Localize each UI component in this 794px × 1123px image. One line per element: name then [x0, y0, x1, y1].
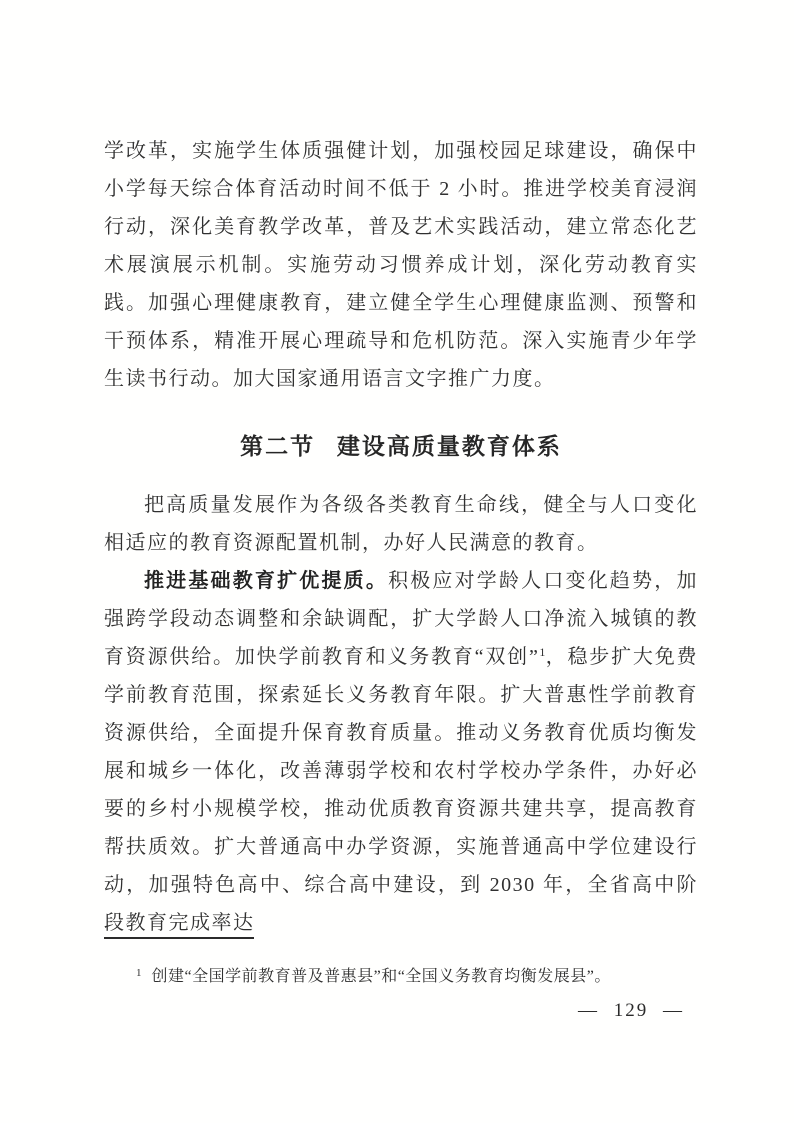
document-body — [104, 132, 698, 942]
section-heading-title: 建设高质量教育体系 — [336, 434, 562, 459]
text-segment: ，稳步扩大免费学前教育范围，探索延长义务教育年限。扩大普惠性学前教育资源供给，全面提升保育教育质量。推动义务教育优质均衡发展和城乡一体化，改善薄弱学校和农村学校办学条件，办好必要的乡村小规模学校，推动优质教育资源共建共享，提高教育帮扶质效。扩大普通高中办学资源，实施普通高中学位建设行动，加强特色高中、综合高中建设，到 2030 年，全省高中阶段教育完成率达 — [104, 646, 698, 934]
paragraph-basic-education — [104, 562, 698, 942]
section-heading-number: 第二节 — [240, 434, 316, 459]
bold-lead-text: 推进基础教育扩优提质。 — [144, 570, 389, 592]
page-number: — 129 — — [578, 1000, 684, 1021]
footnote-separator-rule — [104, 937, 254, 939]
section-heading — [104, 428, 698, 466]
text-segment: 学改革，实施学生体质强健计划，加强校园足球建设，确保中小学每天综合体育活动时间不低于 2 小时。推进学校美育浸润行动，深化美育教学改革，普及艺术实践活动，建立常态化艺术展演展示机制。实施劳动习惯养成计划，深化劳动教育实践。加强心理健康教育，建立健全学生心理健康监测、预警和干预体系，精准开展心理疏导和危机防范。深入实施青少年学生读书行动。加大国家通用语言文字推广力度。 — [104, 140, 698, 390]
text-segment: 积极应对学龄人口变化趋势，加强跨学段动态调整和余缺调配，扩大学龄人口净流入城镇的教育资源供给。加快学前教育和义务教育“双创” — [104, 570, 698, 668]
paragraph-continuation — [104, 132, 698, 398]
footnote-marker: 1 — [136, 967, 142, 979]
footnote — [104, 960, 698, 990]
paragraph-quality-line — [104, 486, 698, 562]
footnote-reference: 1 — [539, 645, 546, 659]
text-segment: 把高质量发展作为各级各类教育生命线，健全与人口变化相适应的教育资源配置机制，办好人民满意的教育。 — [104, 494, 698, 554]
footnote-text: 创建“全国学前教育普及普惠县”和“全国义务教育均衡发展县”。 — [151, 968, 611, 985]
